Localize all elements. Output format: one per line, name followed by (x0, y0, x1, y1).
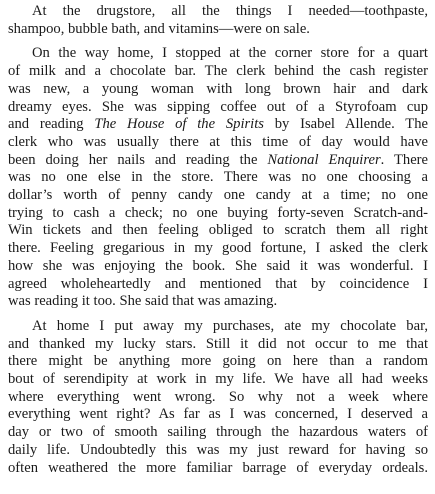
publication-title-italic: National Enquirer (267, 151, 381, 168)
text-line: how she was enjoying the book. She said it was wonderful. I (8, 257, 428, 274)
text-segment: been doing her nails and reading the (8, 151, 268, 168)
text-line: and thanked my lucky stars. Still it did not occur to me that (8, 335, 428, 352)
text-line: was no one else in the store. There was no one choosing a (8, 169, 428, 186)
text-line: bout of serendipity at work in my life. We have all had weeks (8, 371, 428, 388)
text-line: was reading it too. She said that was amazing. (8, 293, 278, 310)
book-page (8, 3, 428, 484)
text-line: of milk and a chocolate bar. The clerk behind the cash register (8, 63, 428, 80)
text-line (8, 152, 428, 170)
paragraph-corner-store (8, 45, 428, 311)
text-line: often weathered the more familiar barrage of everyday ordeals. (8, 459, 428, 476)
text-line: shampoo, bubble bath, and vitamins—were on sale. (8, 20, 310, 37)
paragraph-at-home (8, 318, 428, 477)
text-line: was new, a young woman with long brown hair and dark (8, 80, 428, 97)
text-line: there might be anything more going on here than a random (8, 353, 428, 370)
paragraph-drugstore (8, 3, 428, 38)
text-line: trying to cash a check; no one buying forty-seven Scratch-and- (8, 204, 428, 221)
text-line: there. Feeling gregarious in my good fortune, I asked the clerk (8, 240, 428, 257)
text-line: Win tickets and then feeling obliged to scratch them all right (8, 222, 428, 239)
text-segment: by Isabel Allende. The (263, 116, 428, 133)
text-line: agreed wholeheartedly and mentioned that by coincidence I (8, 275, 428, 292)
text-line (8, 116, 428, 134)
text-segment: and reading (8, 116, 95, 133)
text-line: daily life. Undoubtedly this was my just reward for having so (8, 441, 428, 458)
text-line: day or two of smooth sailing through the hazardous waters of (8, 424, 428, 441)
text-line: everything went right? As far as I was concerned, I deserved a (8, 406, 428, 423)
text-line: clerk who was usually there at this time of day would have (8, 133, 428, 150)
text-line: On the way home, I stopped at the corner store for a quart (32, 45, 428, 62)
text-line: where everything went wrong. So why not a week where (8, 388, 428, 405)
text-segment: . There (380, 151, 429, 168)
text-line: At the drugstore, all the things I needed—toothpaste, (32, 3, 428, 19)
book-title-italic: The House of the Spirits (94, 116, 264, 133)
text-line: At home I put away my purchases, ate my chocolate bar, (32, 317, 428, 334)
text-line: dreamy eyes. She was sipping coffee out of a Styrofoam cup (8, 98, 428, 115)
text-line: dollar’s worth of penny candy one candy at a time; no one (8, 187, 428, 204)
